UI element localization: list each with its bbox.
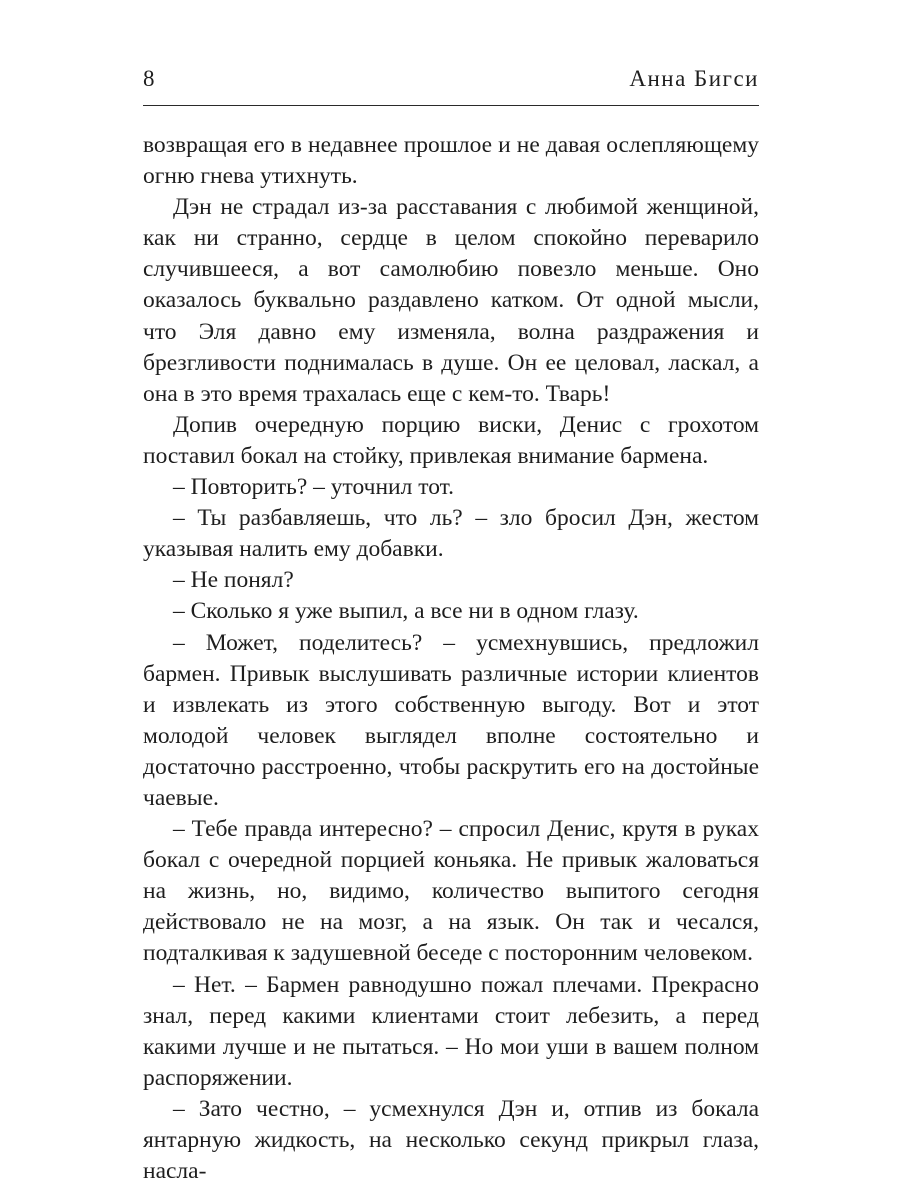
paragraph: – Повторить? – уточнил тот. xyxy=(173,474,455,501)
paragraph: возвращая его в недавнее прошлое и не давая ослепляющему огню гнева утихнуть. xyxy=(143,132,759,190)
paragraph: – Ты разбавляешь, что ль? – зло бросил Дэн, жестом указывая налить ему добавки. xyxy=(143,505,759,563)
header-rule xyxy=(143,105,759,106)
paragraph: – Не понял? xyxy=(173,567,294,594)
body-text xyxy=(143,130,759,1187)
paragraph: – Нет. – Бармен равнодушно пожал плечами. Прекрасно знал, перед какими клиентами стоит лебезить, а перед какими лучше и не пытаться. – Но мои уши в вашем полном распоряжении. xyxy=(143,971,759,1091)
page-number: 8 xyxy=(143,66,155,91)
paragraph: – Может, поделитесь? – усмехнувшись, предложил бармен. Привык выслушивать различные истории клиентов и извлекать из этого собственную выгоду. Вот и этот молодой человек выглядел вполне состоятельно и достаточно расстроенно, чтобы раскрутить его на достойные чаевые. xyxy=(143,629,759,811)
paragraph: Допив очередную порцию виски, Денис с грохотом поставил бокал на стойку, привлекая внимание бармена. xyxy=(143,411,759,469)
paragraph: Дэн не страдал из-за расставания с любимой женщиной, как ни странно, сердце в целом спокойно переварило случившееся, а вот самолюбию повезло меньше. Оно оказалось буквально раздавлено катком. От одной мысли, что Эля давно ему изменяла, волна раздражения и брезгливости поднималась в душе. Он ее целовал, ласкал, а она в это время трахалась еще с кем-то. Тварь! xyxy=(143,194,759,407)
running-head xyxy=(143,66,759,98)
paragraph: – Тебе правда интересно? – спросил Денис, крутя в руках бокал с очередной порцией коньяка. Не привык жаловаться на жизнь, но, видимо, количество выпитого сегодня действовало не на мозг, а на язык. Он так и чесался, подталкивая к задушевной беседе с посторонним человеком. xyxy=(143,816,759,967)
paragraph: – Зато честно, – усмехнулся Дэн и, отпив из бокала янтарную жидкость, на несколько секунд прикрыл глаза, насла- xyxy=(143,1095,759,1185)
book-author: Анна Бигси xyxy=(629,66,759,91)
paragraph: – Сколько я уже выпил, а все ни в одном глазу. xyxy=(173,598,639,625)
